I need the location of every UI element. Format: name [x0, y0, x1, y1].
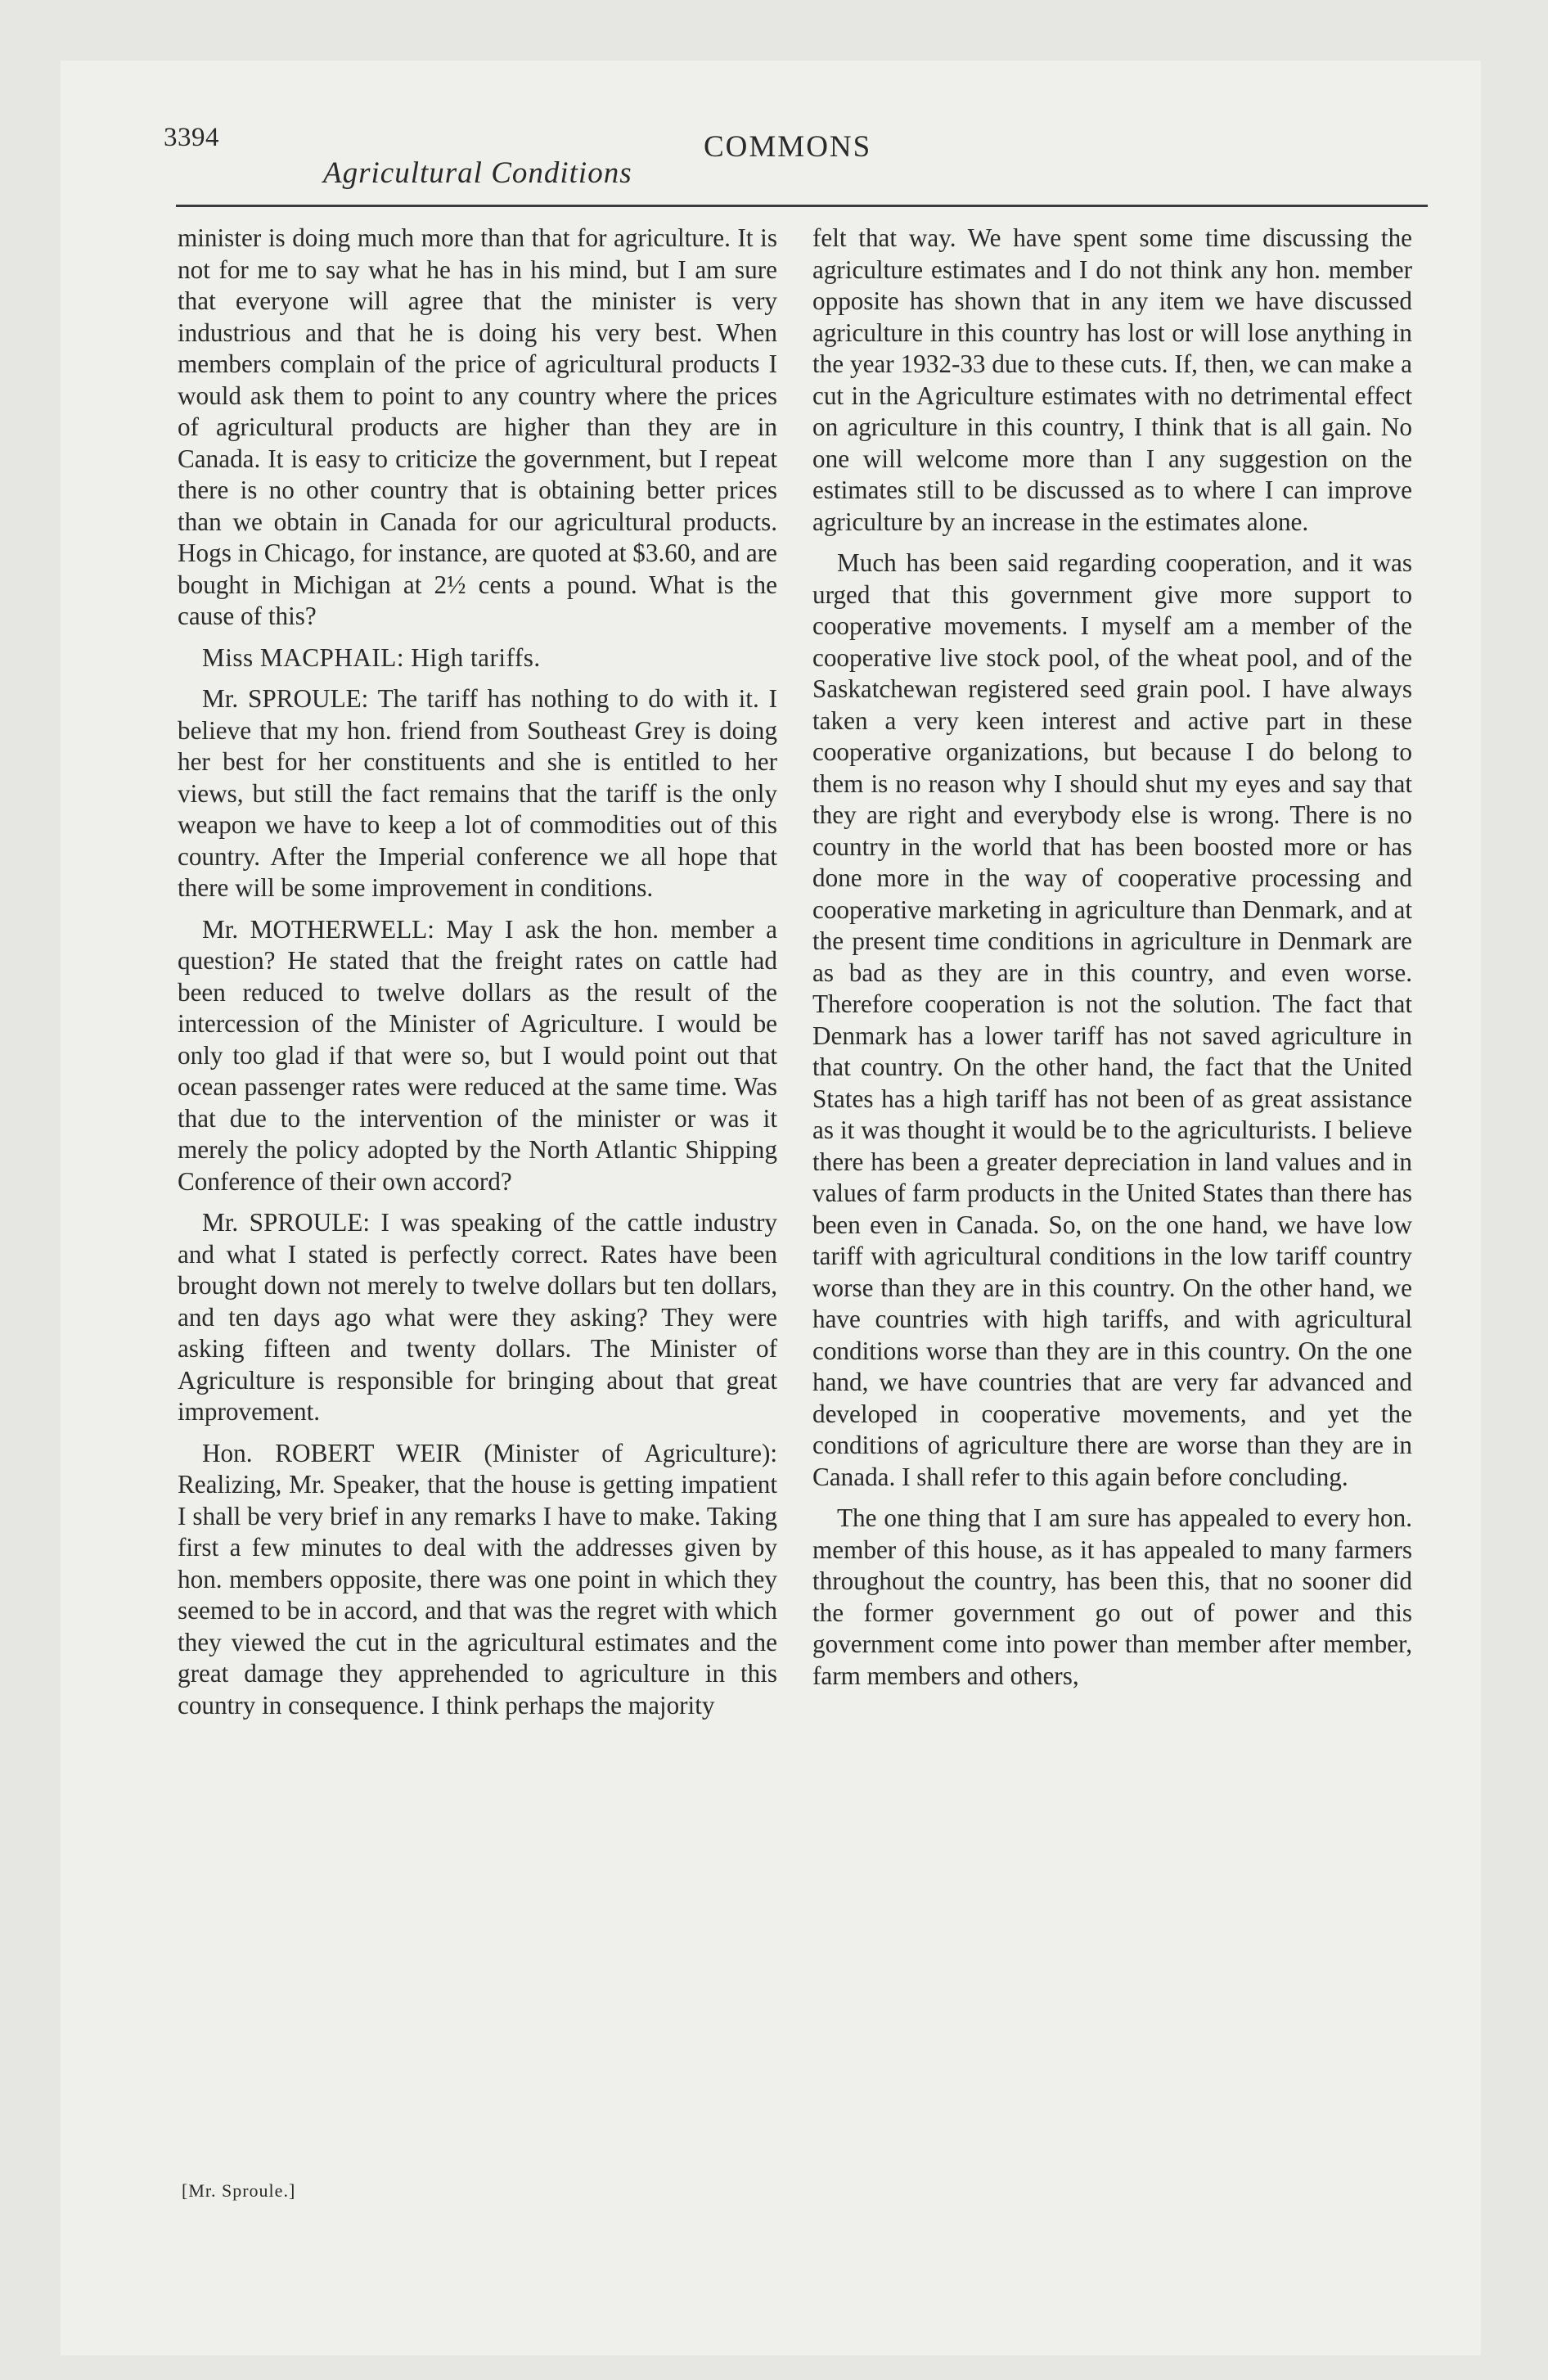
paragraph: felt that way. We have spent some time discussing the agriculture estimates and I do not think any hon. member opposite has shown that in any item we have discussed agriculture in this country has lost or will lose anything in the year 1932-33 due to these cuts. If, then, we can make a cut in the Agriculture estimates with no detrimental effect on agriculture in this country, I think that is all gain. No one will welcome more than I any suggestion on the estimates still to be discussed as to where I can improve agriculture by an increase in the estimates alone. — [812, 223, 1412, 536]
running-title: Agricultural Conditions — [323, 156, 632, 190]
paragraph: Much has been said regarding cooperation, and it was urged that this government give more support to cooperative movements. I myself am a member of the cooperative live stock pool, of the wheat pool, and of the Saskatchewan registered seed grain pool. I have always taken a very keen interest and active part in these cooperative organizations, but because I do belong to them is no reason why I should shut my eyes and say that they are right and everybody else is wrong. There is no country in the world that has been boosted more or has done more in the way of cooperative processing and cooperative marketing in agriculture than Denmark, and at the present time conditions in agriculture in Denmark are as bad as they are in this country, and even worse. Therefore cooperation is not the solution. The fact that Denmark has a lower tariff has not saved agriculture in that country. On the other hand, the fact that the United States has a high tariff has not been of as great assistance as it was thought it would be to the agriculturists. I believe there has been a greater depreciation in land values and in values of farm products in the United States than there has been even in Canada. So, on the one hand, we have low tariff with agricultural conditions in the low tariff country worse than they are in this country. On the other hand, we have countries with high tariffs, and with agricultural conditions worse than they are in this country. On the one hand, we have countries that are very far advanced and developed in cooperative movements, and yet the conditions of agriculture there are worse than they are in Canada. I shall refer to this again before concluding. — [812, 548, 1412, 1491]
paragraph: Mr. MOTHERWELL: May I ask the hon. member a question? He stated that the freight rates on cattle had been reduced to twelve dollars as the result of the intercession of the Minister of Agriculture. I would be only too glad if that were so, but I would point out that ocean passenger rates were reduced at the same time. Was that due to the intervention of the minister or was it merely the policy adopted by the North Atlantic Shipping Conference of their own accord? — [178, 914, 777, 1196]
paragraph: The one thing that I am sure has appealed to every hon. member of this house, as it has appealed to many farmers throughout the country, has been this, that no sooner did the former government go out of power and this government come into power than member after member, farm members and others, — [812, 1503, 1412, 1690]
paragraph: Hon. ROBERT WEIR (Minister of Agriculture): Realizing, Mr. Speaker, that the house is getting impatient I shall be very brief in any remarks I have to make. Taking first a few minutes to deal with the addresses given by hon. members opposite, there was one point in which they seemed to be in accord, and that was the regret with which they viewed the cut in the agricultural estimates and the great damage they apprehended to agriculture in this country in consequence. I think perhaps the majority — [178, 1438, 777, 1720]
paragraph: Mr. SPROULE: The tariff has nothing to do with it. I believe that my hon. friend from Southeast Grey is doing her best for her constituents and she is entitled to her views, but still the fact remains that the tariff is the only weapon we have to keep a lot of commodities out of this country. After the Imperial conference we all hope that there will be some improvement in conditions. — [178, 684, 777, 902]
page-number: 3394 — [164, 123, 219, 152]
paragraph: Miss MACPHAIL: High tariffs. — [202, 642, 541, 672]
page-header — [164, 123, 1440, 205]
left-column — [178, 223, 777, 1731]
right-column — [812, 223, 1412, 1702]
section-title: COMMONS — [704, 130, 872, 164]
paragraph: Mr. SPROULE: I was speaking of the cattle industry and what I stated is perfectly correct. Rates have been brought down not merely to twelve dollars but ten dollars, and ten days ago what were they asking? They were asking fifteen and twenty dollars. The Minister of Agriculture is responsible for bringing about that great improvement. — [178, 1208, 777, 1426]
header-rule — [176, 205, 1428, 207]
footer-note: [Mr. Sproule.] — [182, 2180, 296, 2201]
paragraph: minister is doing much more than that for agriculture. It is not for me to say what he has in his mind, but I am sure that everyone will agree that the minister is very industrious and that he is doing his very best. When members complain of the price of agricultural products I would ask them to point to any country where the prices of agricultural products are higher than they are in Canada. It is easy to criticize the government, but I repeat there is no other country that is obtaining better prices than we obtain in Canada for our agricultural products. Hogs in Chicago, for instance, are quoted at $3.60, and are bought in Michigan at 2½ cents a pound. What is the cause of this? — [178, 223, 777, 630]
